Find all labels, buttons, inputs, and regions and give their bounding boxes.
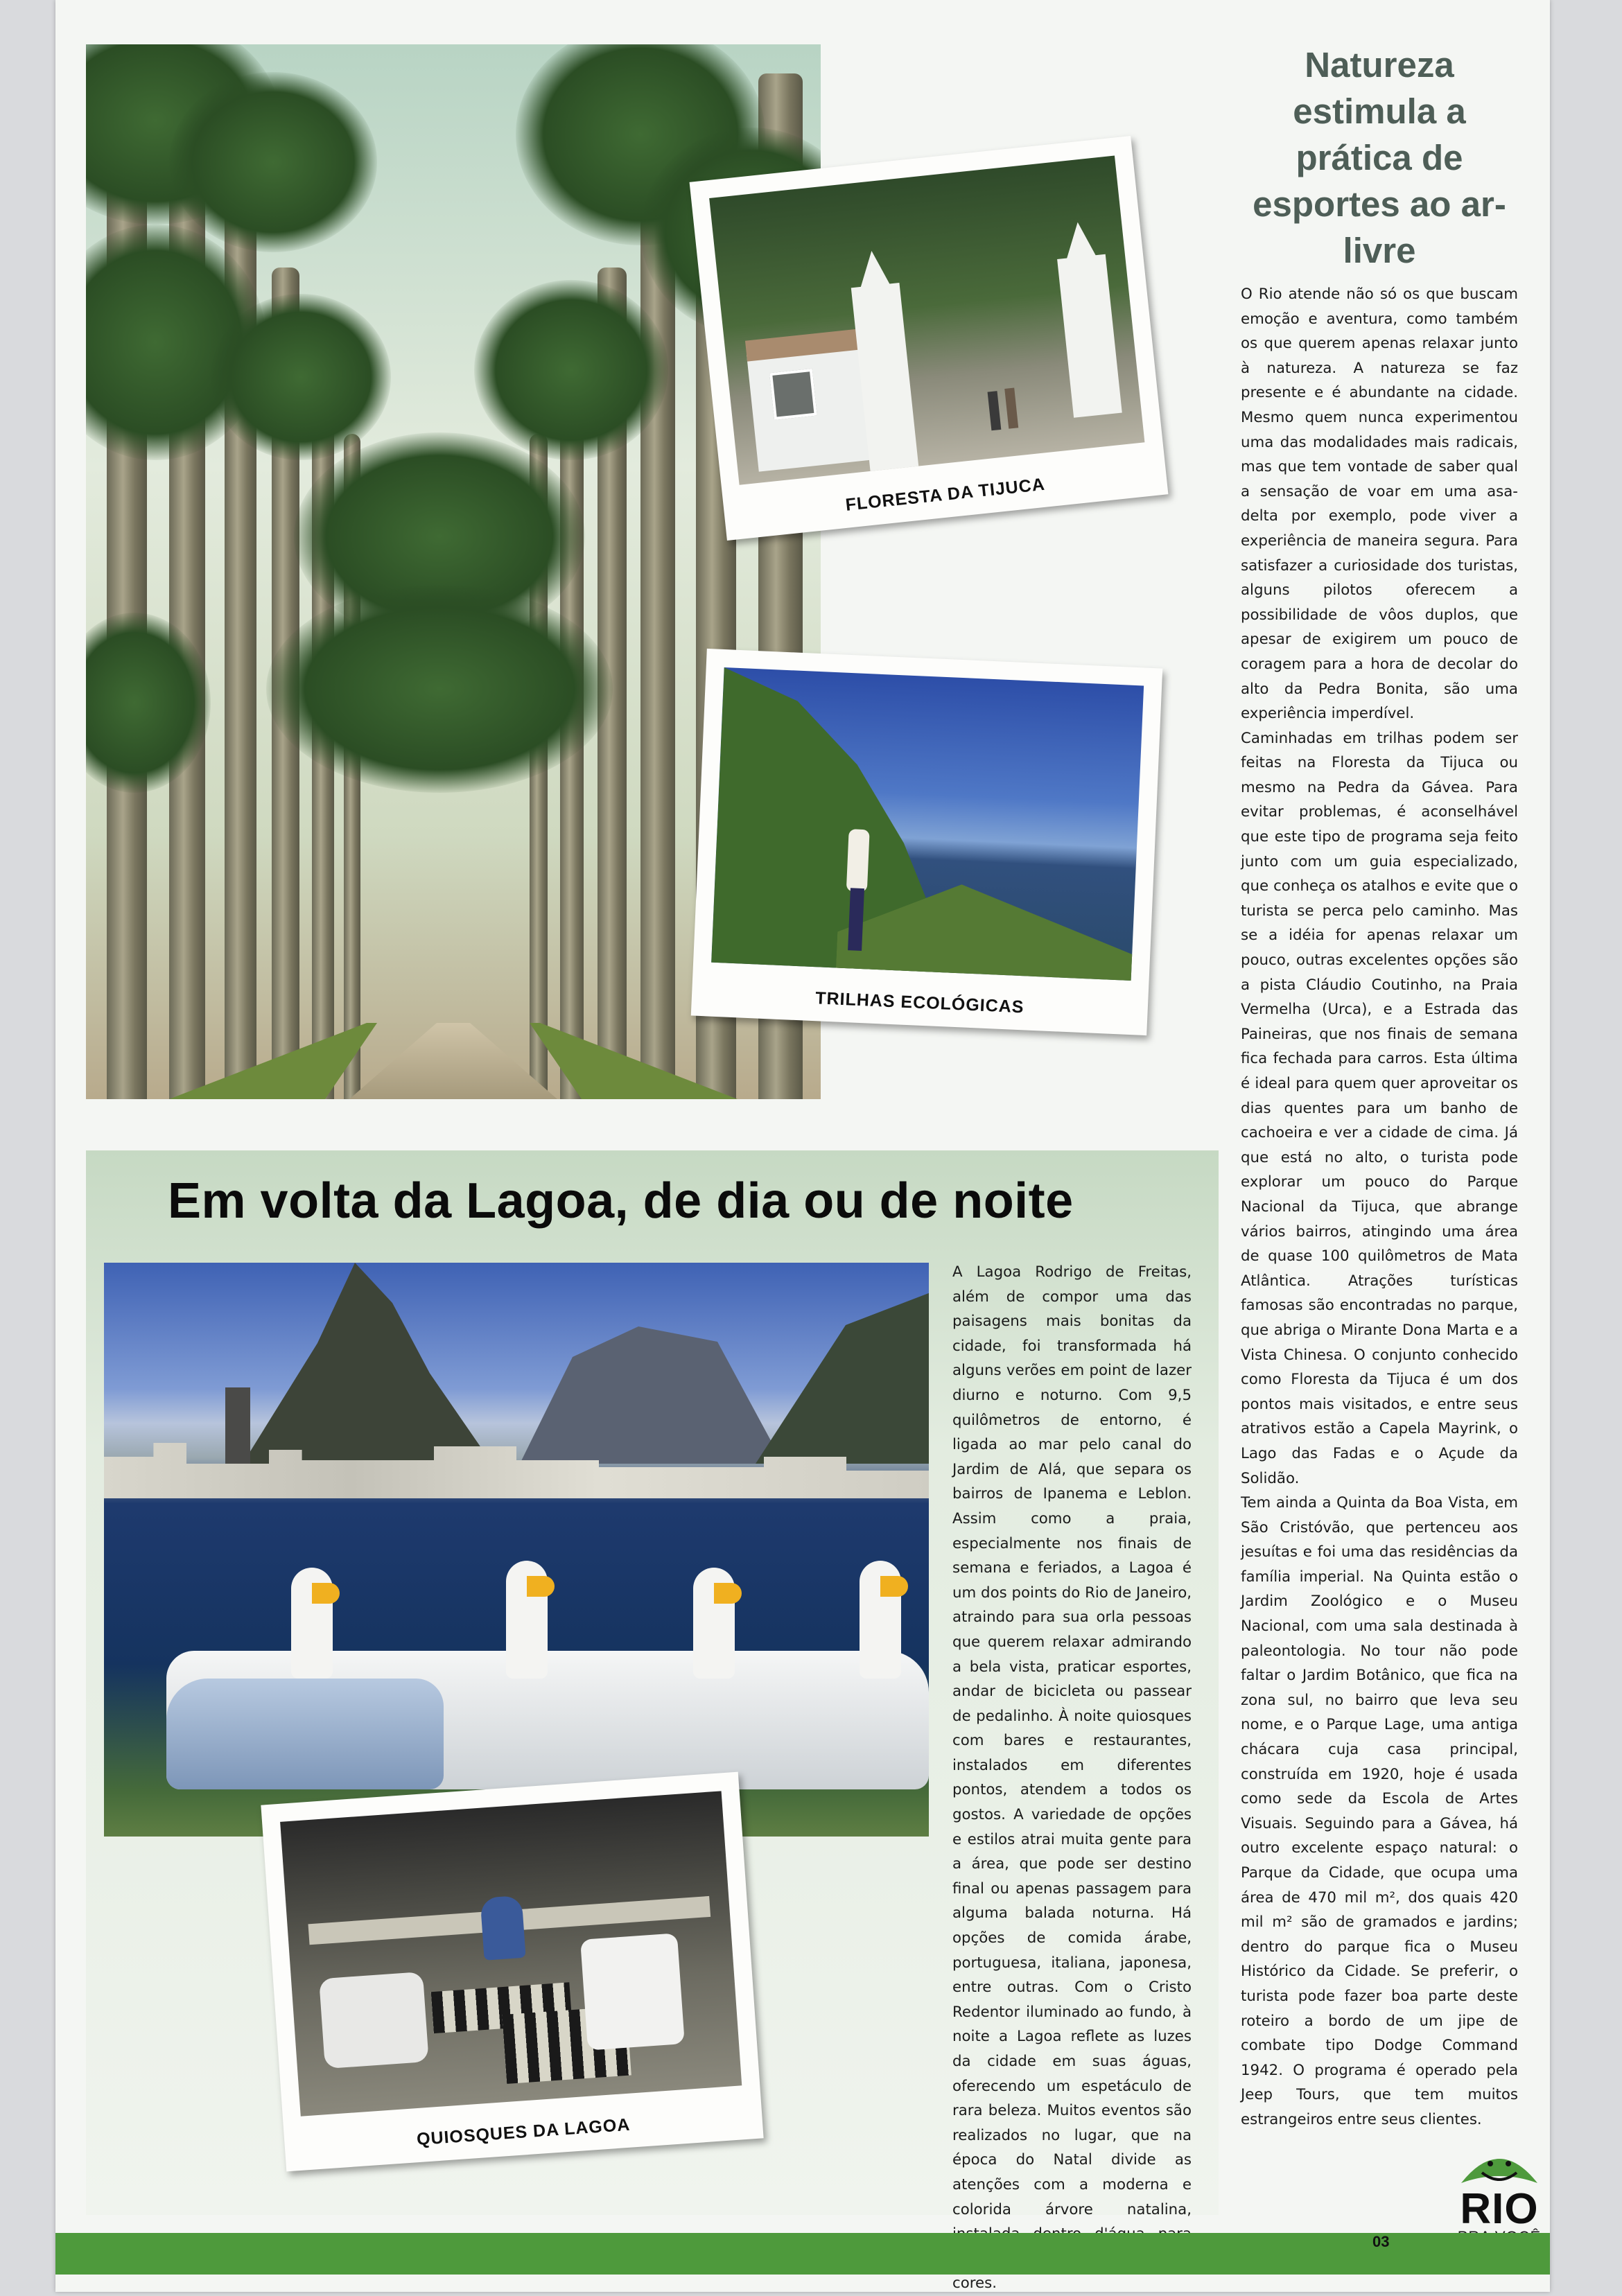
floresta-tijuca-caption: FLORESTA DA TIJUCA (844, 474, 1047, 515)
photo-floresta-tijuca (690, 136, 1169, 541)
lagoa-title: Em volta da Lagoa, de dia ou de noite (168, 1173, 1074, 1229)
lagoa-article (86, 1150, 1219, 2293)
sidebar-paragraph: O Rio atende não só os que buscam emoção e aventura, como também os que querem apenas relaxar junto à natureza. A natureza se faz presente e é abundante na cidade. Mesmo quem nunca experimentou uma das modalidades mais radicais, mas que tem vontade de saber qual a sensação de voar em uma asa-delta por exemplo, pode viver a experiência de maneira segura. Para satisfazer a curiosidade dos turistas, alguns pilotos oferecem a possibilidade de vôos duplos, que apesar de exigirem um pouco de coragem para a hora de decolar do alto da Pedra Bonita, são uma experiência imperdível. (1241, 286, 1518, 723)
quiosques-lagoa-image (280, 1791, 742, 2116)
trilhas-ecologicas-caption: TRILHAS ECOLÓGICAS (814, 988, 1025, 1017)
logo-main-text: RIO (1460, 2185, 1539, 2233)
quiosques-lagoa-caption: QUIOSQUES DA LAGOA (416, 2114, 631, 2150)
sidebar-article (1241, 42, 1518, 2132)
magazine-page (55, 0, 1550, 2292)
photo-trilhas-ecologicas (691, 649, 1162, 1035)
sidebar-paragraph: Caminhadas em trilhas podem ser feitas na Floresta da Tijuca ou mesmo na Pedra da Gávea. Para evitar problemas, é aconselhável que este tipo de programa seja feito junto com um guia especializado, que conheça os atalhos e evite que o turista se perca pelo caminho. Mas se a idéia for apenas relaxar um pouco, outras excelentes opções são a pista Cláudio Coutinho, na Praia Vermelha (Urca), e a Estrada das Paineiras, que nos finais de semana fica fechada para carros. Esta última é ideal para quem quer aproveitar os dias quentes para um banho de cachoeira e ver a cidade de cima. Já que está no alto, o turista pode explorar um pouco do Parque Nacional da Tijuca, que abrange vários bairros, atingindo uma área de quase 100 quilômetros de Mata Atlântica. Atrações turísticas famosas são encontradas no parque, que abriga o Mirante Dona Marta e a Vista Chinesa. O conjunto conhecido como Floresta da Tijuca é um dos pontos mais visitados, e entre seus atrativos estão a Capela Mayrink, o Lago das Fadas e o Açude da Solidão. (1241, 729, 1518, 1487)
lagoa-swan-boats-photo (104, 1263, 929, 1837)
rio-pra-voce-logo (1447, 2141, 1551, 2245)
lagoa-body: A Lagoa Rodrigo de Freitas, além de compor uma das paisagens mais bonitas da cidade, foi transformada há alguns verões em point de lazer diurno e noturno. Com 9,5 quilômetros de entorno, é ligada ao mar pelo canal do Jardim de Alá, que separa os bairros de Ipanema e Leblon. Assim como a praia, especialmente nos finais de semana e feriados, a Lagoa é um dos points do Rio de Janeiro, atraindo para sua orla pessoas que querem relaxar admirando a bela vista, praticar esportes, andar de bicicleta ou passear de pedalinho. À noite quiosques com bares e restaurantes, instalados em diferentes pontos, atendem a todos os gostos. A variedade de opções e estilos atrai muita gente para a área, que pode ser destino final ou apenas passagem para alguma balada noturna. Há opções de comida árabe, portuguesa, italiana, japonesa, entre outras. Com o Cristo Redentor iluminado ao fundo, à noite a Lagoa reflete as luzes da cidade em suas águas, oferecendo um espetáculo de rara beleza. Muitos eventos são realizados no lugar, que na época do Natal divide as atenções com a moderna e colorida árvore natalina, cores. (952, 1263, 1192, 2293)
sidebar-body (1241, 282, 1518, 2132)
sidebar-title: Natureza estimula a prática de esportes ao ar-livre (1253, 45, 1506, 270)
show-through-heading (984, 554, 1206, 597)
floresta-tijuca-image (709, 156, 1144, 485)
photo-quiosques-lagoa (261, 1772, 763, 2172)
sidebar-paragraph: Tem ainda a Quinta da Boa Vista, em São Cristóvão, que pertenceu aos jesuítas e foi uma das residências da família imperial. Na Quinta estão o Jardim Zoológico e o Museu Nacional, com uma sala destinada à paleontologia. No tour não pode faltar o Jardim Botânico, que fica na zona sul, no bairro que leva seu nome, e o Parque Lage, uma antiga chácara cuja casa principal, construída em 1920, hoje é usada como sede da Escola de Artes Visuais. Seguindo para a Gávea, há outro excelente espaço natural: o Parque da Cidade, que ocupa uma área de 470 mil m², dos quais 420 mil m² são de gramados e jardins; dentro do parque fica o Museu Histórico da Cidade. Se preferir, o turista pode fazer boa parte deste roteiro a bordo de um jipe de combate tipo Dodge Command 1942. O programa é operado pela Jeep Tours, que tem muitos estrangeiros entre seus clientes. (1241, 1494, 1518, 2128)
footer-bar (55, 2233, 1550, 2275)
page-number: 03 (1372, 2233, 1390, 2250)
trilhas-ecologicas-image (711, 667, 1144, 981)
